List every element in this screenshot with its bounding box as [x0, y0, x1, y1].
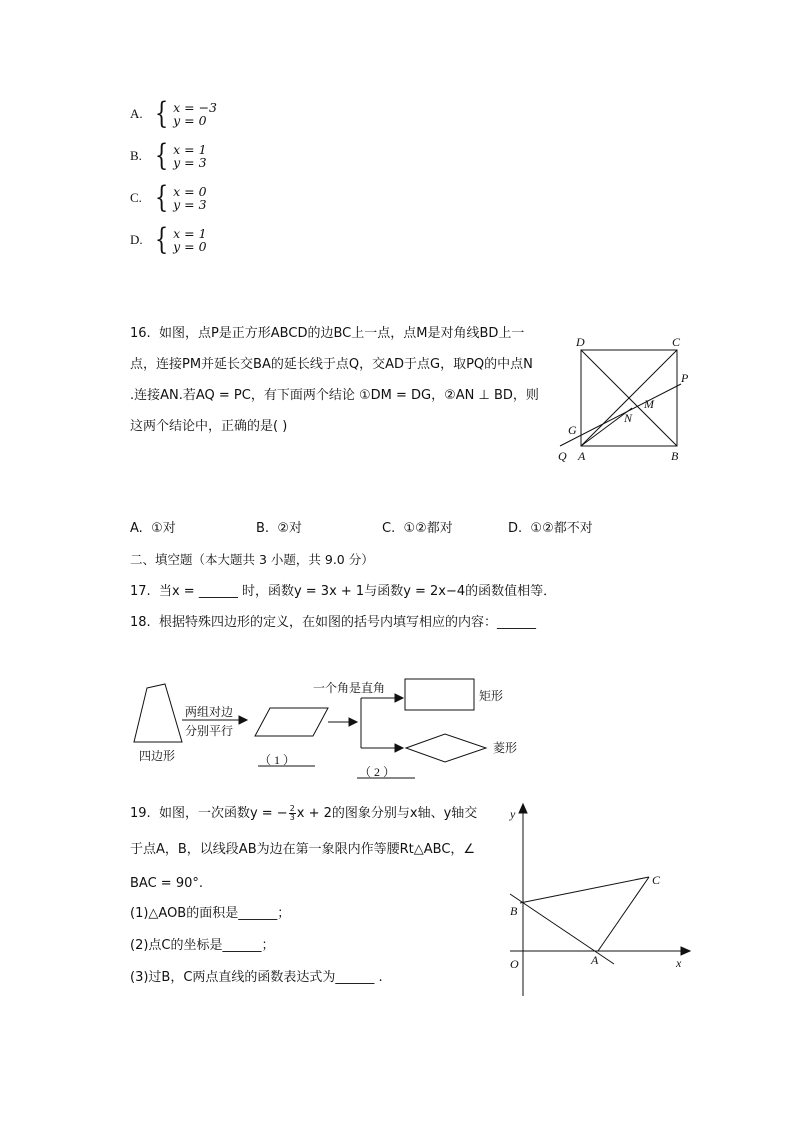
- q16-option-c: C. ①②都对: [382, 521, 453, 536]
- option-c: [130, 180, 207, 215]
- option-label: D.: [130, 232, 143, 247]
- y-axis-arrow-icon: [519, 804, 527, 813]
- label-g: G: [568, 423, 577, 437]
- option-label: C.: [130, 190, 142, 205]
- brace-icon: {: [154, 222, 169, 257]
- label-d: D: [576, 335, 585, 349]
- arrow-head-icon: [349, 718, 357, 726]
- question-18: 18. 根据特殊四边形的定义，在如图的括号内填写相应的内容：______: [130, 615, 536, 630]
- label-parallel-2: 分别平行: [185, 724, 234, 738]
- label-o: O: [510, 957, 519, 971]
- rectangle-shape: [405, 679, 474, 710]
- label-c: C: [672, 335, 681, 349]
- q16-option-a: A. ①对: [130, 521, 176, 536]
- label-m: M: [644, 397, 654, 411]
- q16-option-d: D. ①②都不对: [508, 521, 593, 536]
- arrow-head-icon: [239, 716, 247, 724]
- equation-system: x = 0 y = 3: [173, 184, 207, 212]
- label-parallel-1: 两组对边: [185, 705, 234, 719]
- label-right-angle: 一个角是直角: [313, 681, 386, 695]
- option-label: B.: [130, 148, 142, 163]
- answer-blank: ______: [198, 584, 238, 599]
- rhombus-shape: [406, 734, 486, 762]
- option-label: A.: [130, 106, 143, 121]
- segment-bc: [520, 877, 649, 903]
- line-pq: [560, 384, 681, 446]
- arrow-head-icon: [395, 744, 403, 752]
- label-y: y: [510, 807, 516, 821]
- blank-2: （ 2 ）: [359, 765, 396, 779]
- section-title: 二、填空题（本大题共 3 小题，共 9.0 分）: [130, 552, 374, 567]
- q16-option-b: B. ②对: [256, 521, 302, 536]
- option-a: [130, 96, 217, 131]
- equation-system: x = 1 y = 0: [173, 226, 207, 254]
- coordinate-figure: [500, 800, 700, 1000]
- segment-ac: [598, 877, 649, 951]
- label-a: A: [578, 449, 586, 463]
- label-q: Q: [558, 449, 567, 463]
- label-c: C: [652, 873, 661, 887]
- brace-icon: {: [154, 96, 169, 131]
- blank-1: （ 1 ）: [259, 753, 296, 767]
- label-p: P: [681, 371, 689, 385]
- x-axis-arrow-icon: [681, 947, 690, 955]
- arrow-head-icon: [395, 694, 403, 702]
- line-ab: [510, 894, 614, 964]
- option-d: [130, 222, 207, 257]
- parallelogram-shape: [255, 708, 328, 736]
- question-19: 19. 如图，一次函数y = − $\frac{2}{3}$ x + 2的图象分别与x轴、y轴交 于点A，B，以线段AB为边在第一象限内作等腰Rt△ABC，∠ BAC = 90°. (1)△AOB的面积是______； (2)点C的坐标是______； (3)过B，C两点直线的函数表达式为______ .: [130, 804, 478, 985]
- brace-icon: {: [154, 138, 169, 173]
- question-16: 16. 如图，点P是正方形ABCD的边BC上一点，点M是对角线BD上一 点，连接PM并延长交BA的延长线于点Q，交AD于点G，取PQ的中点N .连接AN.若AQ = PC，有下面两个结论 ①DM = DG，②AN ⊥ BD，则 这两个结论中，正确的是( ): [130, 326, 539, 434]
- option-b: [130, 138, 207, 173]
- quadrilateral-shape: [134, 684, 182, 742]
- equation-system: x = −3 y = 0: [173, 100, 217, 128]
- label-b: B: [671, 449, 679, 463]
- label-x: x: [676, 956, 682, 970]
- label-b: B: [510, 904, 518, 918]
- label-rhombus: 菱形: [493, 741, 518, 755]
- label-a: A: [591, 953, 599, 967]
- question-number: 16.: [130, 326, 151, 341]
- quadrilateral-diagram: [125, 670, 545, 785]
- label-quadrilateral: 四边形: [139, 749, 176, 763]
- brace-icon: {: [154, 180, 169, 215]
- square-figure: [550, 330, 700, 465]
- equation-system: x = 1 y = 3: [173, 142, 207, 170]
- label-n: N: [624, 411, 633, 425]
- label-rectangle: 矩形: [479, 689, 504, 703]
- question-17: 17. 当x = ______ 时，函数y = 3x + 1与函数y = 2x−4的函数值相等．: [130, 584, 557, 599]
- fraction: $\frac{2}{3}$: [289, 804, 295, 822]
